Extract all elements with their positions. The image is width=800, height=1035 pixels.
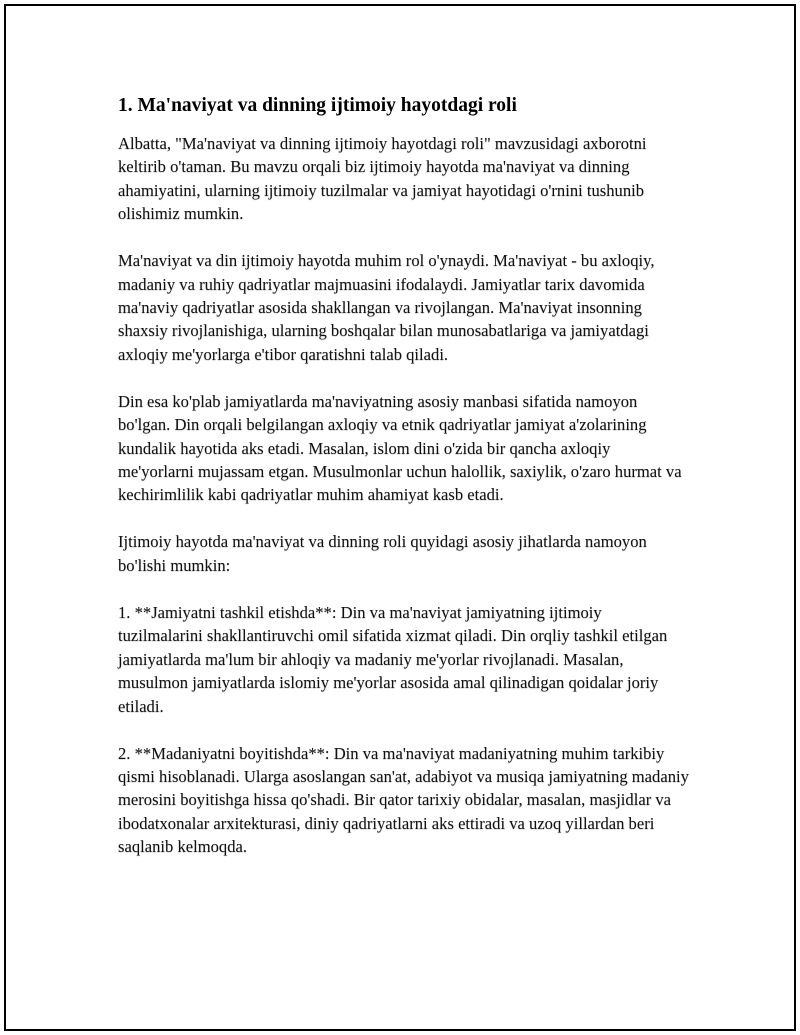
paragraph-point-2: 2. **Madaniyatni boyitishda**: Din va ma'naviyat madaniyatning muhim tarkibiy qismi hisoblanadi. Ularga asoslangan san'at, adabiyot va musiqa jamiyatning madaniy merosini boyitishga hissa qo'shadi. Bir qator tarixiy obidalar, masalan, masjidlar va ibodatxonalar arxitekturasi, diniy qadriyatlarni aks ettiradi va uzoq yillardan beri saqlanib kelmoqda. [118,743,689,857]
paragraph-religion: Din esa ko'plab jamiyatlarda ma'naviyatning asosiy manbasi sifatida namoyon bo'lgan. Din orqali belgilangan axloqiy va etnik qadriyatlar jamiyat a'zolarining kundalik hayotida aks etadi. Masalan, islom dini o'zida bir qancha axloqiy me'yorlarni mujassam etgan. Musulmonlar uchun halollik, saxiylik, o'zaro hurmat va kechirimlilik kabi qadriyatlar muhim ahamiyat kasb etadi. [118,391,682,505]
paragraph-point-1: 1. **Jamiyatni tashkil etishda**: Din va ma'naviyat jamiyatning ijtimoiy tuzilmalarini shakllantiruvchi omil sifatida xizmat qiladi. Din orqliy tashkil etilgan jamiyatlarda ma'lum bir ahloqiy va madaniy me'yorlar rivojlanadi. Masalan, musulmon jamiyatlarda islomiy me'yorlar asosida amal qilinadigan qoidalar joriy etiladi. [118,602,668,716]
paragraph-intro: Albatta, "Ma'naviyat va dinning ijtimoiy hayotdagi roli" mavzusidagi axborotni keltirib o'taman. Bu mavzu orqali biz ijtimoiy hayotda ma'naviyat va dinning ahamiyatini, ularning ijtimoiy tuzilmalar va jamiyat hayotidagi o'rnini tushunib olishimiz mumkin. [118,134,647,224]
paragraph-aspects-intro: Ijtimoiy hayotda ma'naviyat va dinning roli quyidagi asosiy jihatlarda namoyon bo'lishi mumkin: [118,532,647,575]
document-title: 1. Ma'naviyat va dinning ijtimoiy hayotdagi roli [118,95,517,116]
paragraph-spirituality: Ma'naviyat va din ijtimoiy hayotda muhim rol o'ynaydi. Ma'naviyat - bu axloqiy, madaniy va ruhiy qadriyatlar majmuasini ifodalaydi. Jamiyatlar tarix davomida ma'naviy qadriyatlar asosida shakllangan va rivojlangan. Ma'naviyat insonning shaxsiy rivojlanishiga, ularning boshqalar bilan munosabatlariga va jamiyatdagi axloqiy me'yorlarga e'tibor qaratishni talab qiladi. [118,251,655,364]
document-body [118,92,690,882]
